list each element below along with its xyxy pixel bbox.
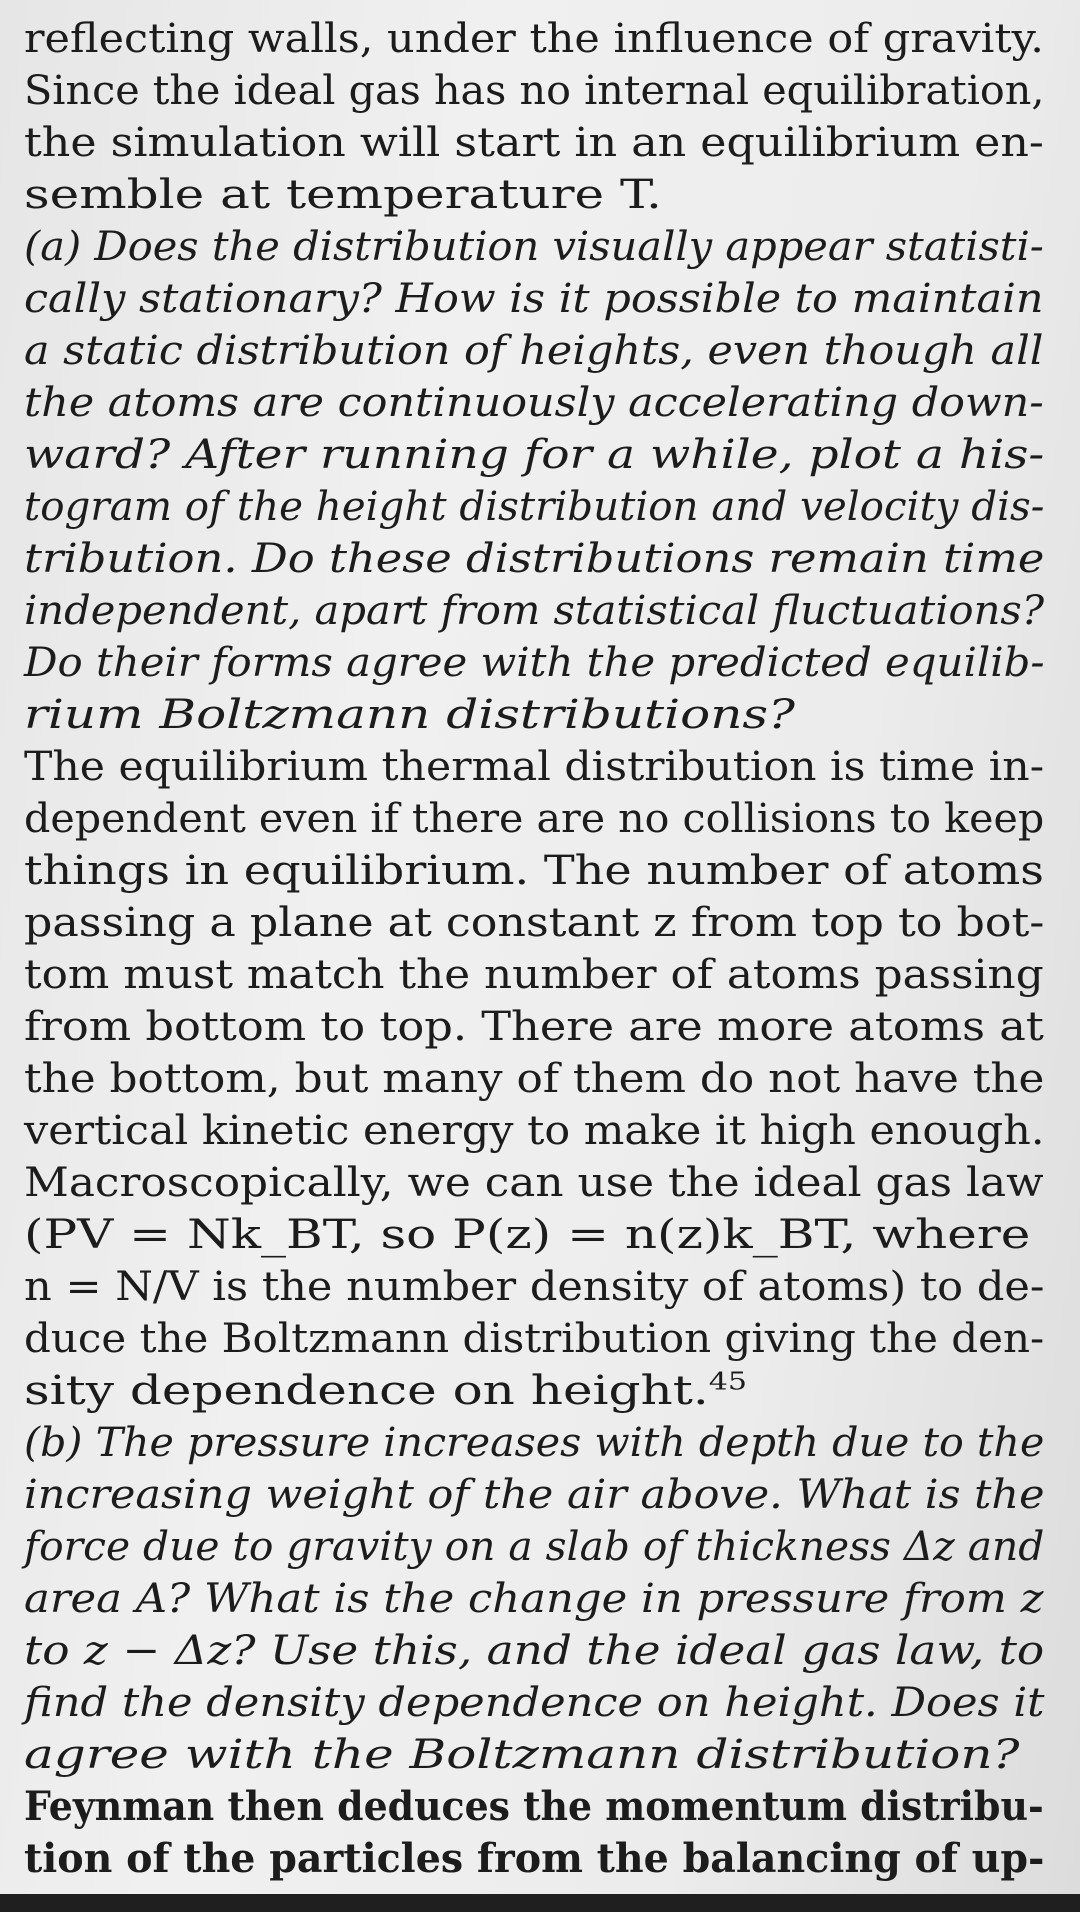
text-line: The equilibrium thermal distribution is time in- (24, 744, 1045, 790)
text-line: rium Boltzmann distributions? (24, 692, 795, 738)
text-line: area A? What is the change in pressure from z (24, 1576, 1044, 1622)
text-line: dependent even if there are no collisions to keep (24, 796, 1045, 842)
text-line: the bottom, but many of them do not have the (24, 1056, 1045, 1102)
text-line: find the density dependence on height. Does it (24, 1680, 1045, 1726)
text-line: passing a plane at constant z from top to bot- (24, 900, 1045, 946)
text-line: Macroscopically, we can use the ideal gas law (24, 1160, 1044, 1206)
text-line: tom must match the number of atoms passing (24, 952, 1044, 998)
text-line: (b) The pressure increases with depth due to the (24, 1420, 1045, 1466)
footnote-mark: 45 (708, 1367, 747, 1396)
text-line: n = N/V is the number density of atoms) to de- (24, 1264, 1045, 1310)
text-line: independent, apart from statistical fluctuations? (24, 588, 1045, 634)
page-bottom-edge (0, 1894, 1080, 1912)
text-line: reflecting walls, under the influence of gravity. (24, 16, 1044, 62)
text-line-content: sity dependence on height. (24, 1368, 709, 1414)
text-line: duce the Boltzmann distribution giving the den- (24, 1316, 1045, 1362)
text-line: a static distribution of heights, even though all (24, 328, 1044, 374)
text-line: (PV = Nk_BT, so P(z) = n(z)k_BT, where (24, 1212, 1031, 1258)
text-line: the atoms are continuously accelerating down- (24, 380, 1044, 426)
text-line: ward? After running for a while, plot a his- (24, 432, 1045, 478)
text-line (24, 1366, 747, 1416)
text-line: Since the ideal gas has no internal equilibration, (24, 68, 1045, 114)
text-line: from bottom to top. There are more atoms at (24, 1004, 1044, 1050)
text-line: the simulation will start in an equilibrium en- (24, 120, 1044, 166)
text-line: cally stationary? How is it possible to maintain (24, 276, 1044, 322)
text-line: things in equilibrium. The number of atoms (24, 848, 1044, 894)
text-line: (a) Does the distribution visually appear statisti- (24, 224, 1044, 270)
text-line: tribution. Do these distributions remain time (24, 536, 1045, 582)
text-line: force due to gravity on a slab of thickness Δz and (24, 1524, 1045, 1570)
text-line: togram of the height distribution and velocity dis- (24, 484, 1045, 530)
text-line: tion of the particles from the balancing of up- (24, 1835, 1045, 1882)
text-line: vertical kinetic energy to make it high enough. (24, 1108, 1045, 1154)
text-line: Do their forms agree with the predicted equilib- (24, 640, 1045, 686)
text-line: Feynman then deduces the momentum distribu- (24, 1783, 1044, 1830)
text-line: increasing weight of the air above. What is the (24, 1472, 1045, 1518)
text-line: to z − Δz? Use this, and the ideal gas law, to (24, 1628, 1045, 1674)
text-line: agree with the Boltzmann distribution? (24, 1732, 1020, 1778)
text-line: semble at temperature T. (24, 172, 662, 218)
